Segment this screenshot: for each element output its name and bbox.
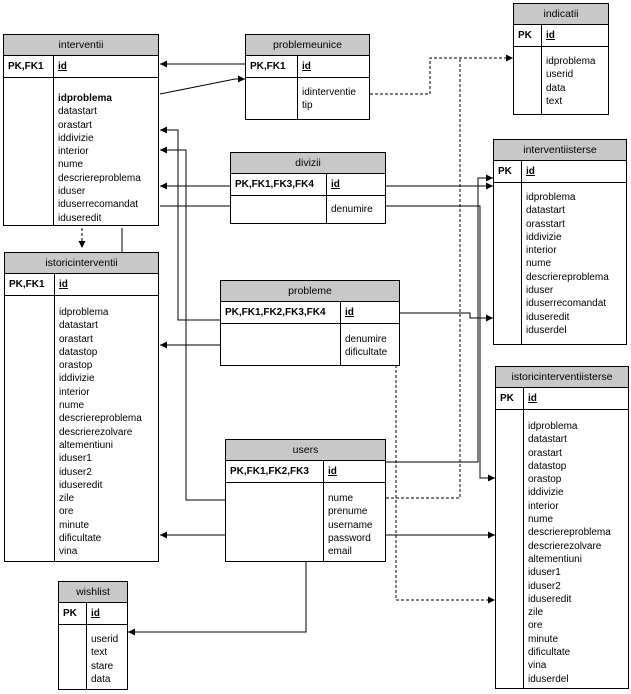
entity-indicatii[interactable] xyxy=(513,3,609,115)
field: orastart xyxy=(58,119,92,131)
pk-label: PK,FK1,FK3,FK4 xyxy=(231,174,327,195)
pk-label: PK,FK1,FK2,FK3,FK4 xyxy=(221,302,341,323)
pk-label: PK xyxy=(514,25,542,46)
field: iddivizie xyxy=(59,373,95,385)
entity-title: divizii xyxy=(231,153,385,174)
field: nume xyxy=(58,159,84,171)
field: interior xyxy=(528,500,559,512)
rel-probleme-interventii xyxy=(160,130,220,320)
field: iduser xyxy=(58,186,86,198)
entity-title: problemeunice xyxy=(246,35,369,56)
field: vina xyxy=(59,546,78,558)
field: iduser2 xyxy=(59,466,92,478)
field: interior xyxy=(59,386,90,398)
field: iduseredit xyxy=(528,593,572,605)
entity-problemeunice[interactable] xyxy=(245,34,370,120)
pk-field: id xyxy=(58,61,67,72)
pk-field: id xyxy=(528,393,537,404)
field: iduserrecomandat xyxy=(526,298,607,310)
pk-field: id xyxy=(526,166,535,177)
field: interior xyxy=(526,245,557,257)
entity-title: indicatii xyxy=(514,4,608,25)
pk-field: id xyxy=(328,466,337,477)
field: orastop xyxy=(59,360,93,372)
rel-users-indicatii xyxy=(386,58,460,498)
field: nume xyxy=(328,493,354,504)
field: iduserdel xyxy=(528,673,569,685)
field: nume xyxy=(526,258,552,270)
entity-title: interventiisterse xyxy=(494,140,626,161)
entity-istoricinterventiisterse[interactable] xyxy=(495,366,629,689)
field: datastop xyxy=(528,460,567,472)
field: orastop xyxy=(528,474,562,486)
field: descrierezolvare xyxy=(528,540,602,552)
field: dificultate xyxy=(345,347,388,359)
field: idinterventie xyxy=(302,87,356,98)
field: iduserdel xyxy=(526,324,567,336)
field: username xyxy=(328,519,373,531)
entity-interventii[interactable] xyxy=(3,34,159,226)
field: zile xyxy=(59,493,75,505)
field: ore xyxy=(528,620,543,632)
field: descriereproblema xyxy=(58,172,141,184)
field: prenume xyxy=(328,506,368,518)
entity-probleme[interactable] xyxy=(220,280,400,366)
pk-label: PK xyxy=(496,388,524,409)
entity-title: istoricinterventiisterse xyxy=(496,367,628,388)
field: iddivizie xyxy=(58,132,94,144)
field: datastart xyxy=(58,106,97,118)
field: zile xyxy=(528,607,544,619)
field: email xyxy=(328,546,352,558)
field: nume xyxy=(59,400,85,412)
field: descriereproblema xyxy=(59,413,142,425)
field: datastop xyxy=(59,346,98,358)
field: idproblema xyxy=(528,421,578,432)
field: password xyxy=(328,532,371,544)
pk-label: PK,FK1 xyxy=(4,56,54,77)
entity-title: users xyxy=(226,440,385,461)
entity-users[interactable] xyxy=(225,439,386,562)
field: iduseredit xyxy=(526,311,570,323)
field: iduser2 xyxy=(528,580,561,592)
rel-probleme-interventiisterse xyxy=(400,313,493,318)
field: ore xyxy=(59,506,74,518)
rel-problemeunice-indicatii xyxy=(370,58,513,94)
field: denumire xyxy=(345,334,387,345)
field: iduser1 xyxy=(59,453,92,465)
field: orasstart xyxy=(526,218,565,230)
field: vina xyxy=(528,660,547,672)
rel-divizii-istoricinterventiisterse xyxy=(386,206,495,478)
field: iduserrecomandat xyxy=(58,199,139,211)
entity-title: probleme xyxy=(221,281,399,302)
field: minute xyxy=(59,519,90,531)
field: stare xyxy=(91,660,114,672)
entity-wishlist[interactable] xyxy=(58,581,128,690)
entity-title: wishlist xyxy=(59,582,127,603)
field: descriereproblema xyxy=(528,527,611,539)
field: datastart xyxy=(526,205,565,217)
entity-interventiisterse[interactable] xyxy=(493,139,627,345)
field: iddivizie xyxy=(526,231,562,243)
field: data xyxy=(546,82,566,94)
field: idproblema xyxy=(59,307,109,318)
field: datastart xyxy=(59,320,98,332)
pk-field: id xyxy=(91,608,100,619)
field: userid xyxy=(546,69,574,81)
field: interior xyxy=(58,146,89,158)
pk-label: PK,FK1 xyxy=(5,274,55,295)
field: data xyxy=(91,673,111,685)
field: descrierezolvare xyxy=(59,426,133,438)
field: iduser xyxy=(526,285,554,297)
field: iduser1 xyxy=(528,567,561,579)
rel-users-wishlist xyxy=(128,562,306,632)
pk-label: PK xyxy=(59,603,87,624)
field: text xyxy=(546,95,563,107)
field: iduseredit xyxy=(58,212,102,224)
rel-users-interventiisterse xyxy=(386,178,493,462)
field: dificultate xyxy=(59,533,102,545)
field: text xyxy=(91,647,108,659)
field: iddivizie xyxy=(528,487,564,499)
field: dificultate xyxy=(528,647,571,659)
field: nume xyxy=(528,514,554,526)
pk-label: PK xyxy=(494,161,522,182)
field: descriereproblema xyxy=(526,271,609,283)
pk-field: id xyxy=(59,279,68,290)
field: minute xyxy=(528,633,559,645)
field: tip xyxy=(302,100,313,112)
pk-field: id xyxy=(331,179,340,190)
pk-field: id xyxy=(546,30,555,41)
field: idproblema xyxy=(546,56,596,67)
entity-title: istoricinterventii xyxy=(5,253,158,274)
field: userid xyxy=(91,634,119,645)
field: idproblema xyxy=(58,93,112,104)
field: idproblema xyxy=(526,192,576,203)
pk-field: id xyxy=(302,61,311,72)
rel-users-interventii xyxy=(160,150,225,500)
pk-field: id xyxy=(345,307,354,318)
entity-title: interventii xyxy=(4,35,158,56)
field: orastart xyxy=(528,447,562,459)
pk-label: PK,FK1 xyxy=(246,56,298,77)
entity-divizii[interactable] xyxy=(230,152,386,224)
field: iduseredit xyxy=(59,479,103,491)
field: datastart xyxy=(528,434,567,446)
rel-problemeunice-interventii xyxy=(160,79,245,94)
field: altementiuni xyxy=(59,439,113,451)
field: orastart xyxy=(59,333,93,345)
field: denumire xyxy=(331,204,373,215)
pk-label: PK,FK1,FK2,FK3 xyxy=(226,461,324,482)
field: altementiuni xyxy=(528,553,582,565)
entity-istoricinterventii[interactable] xyxy=(4,252,159,562)
